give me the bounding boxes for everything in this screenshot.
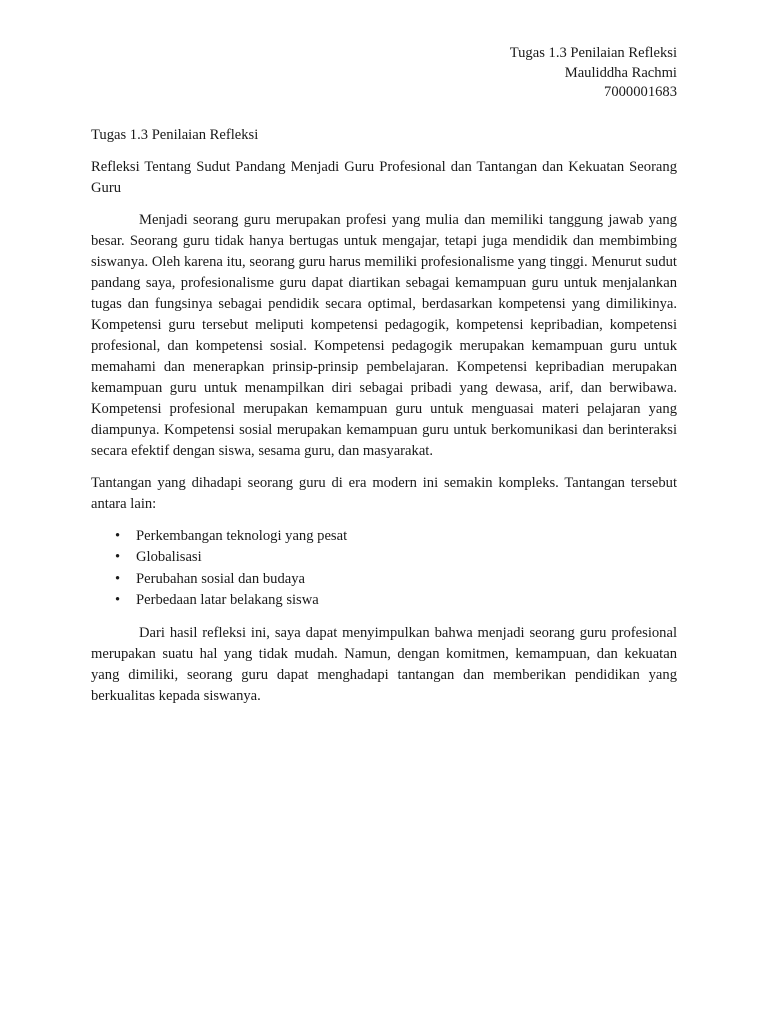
challenges-list (91, 526, 677, 612)
bullet-icon: • (115, 527, 121, 544)
list-item (91, 569, 677, 591)
list-item (91, 590, 677, 612)
header-author-name: Mauliddha Rachmi (564, 64, 677, 81)
header-student-id: 7000001683 (604, 84, 677, 100)
list-item-text: Perubahan sosial dan budaya (136, 570, 305, 587)
document-heading: Tugas 1.3 Penilaian Refleksi (91, 126, 259, 143)
document-subtitle: Refleksi Tentang Sudut Pandang Menjadi Guru Profesional dan Tantangan dan Kekuatan Seorang Guru (91, 158, 677, 196)
list-item-text: Perkembangan teknologi yang pesat (136, 527, 348, 544)
bullet-icon: • (115, 592, 121, 608)
bullet-icon: • (115, 570, 121, 587)
bullet-icon: • (115, 549, 121, 565)
list-item (91, 526, 677, 548)
paragraph-professionalism: Menjadi seorang guru merupakan profesi yang mulia dan memiliki tanggung jawab yang besar. Seorang guru tidak hanya bertugas untuk mengajar, tetapi juga mendidik dan membimbing siswanya. Oleh karena itu, seorang guru harus memiliki profesionalisme yang tinggi. Menurut sudut pandang saya, profesionalisme guru dapat diartikan sebagai kemampuan guru untuk menjalankan tugas dan fungsinya sebagai pendidik secara optimal, berdasarkan kompetensi yang dimilikinya. Kompetensi guru tersebut meliputi kompetensi pedagogik, kompetensi kepribadian, kompetensi profesional, dan kompetensi sosial. Kompetensi pedagogik merupakan kemampuan guru untuk memahami dan menerapkan prinsip-prinsip pembelajaran. Kompetensi kepribadian merupakan kemampuan guru untuk menampilkan diri sebagai pribadi yang dewasa, arif, dan berwibawa. Kompetensi profesional merupakan kemampuan guru untuk menguasai materi pelajaran yang diampunya. Kompetensi sosial merupakan kemampuan guru untuk berkomunikasi dan berinteraksi secara efektif dengan siswa, sesama guru, dan masyarakat. (91, 211, 677, 459)
page-header (91, 44, 677, 103)
paragraph-conclusion: Dari hasil refleksi ini, saya dapat menyimpulkan bahwa menjadi seorang guru profesional merupakan suatu hal yang tidak mudah. Namun, dengan komitmen, kemampuan, dan kekuatan yang dimiliki, seorang guru dapat menghadapi tantangan dan memberikan pendidikan yang berkualitas kepada siswanya. (91, 624, 677, 704)
list-item-text: Perbedaan latar belakang siswa (136, 592, 319, 608)
list-item (91, 547, 677, 569)
paragraph-challenges-intro: Tantangan yang dihadapi seorang guru di era modern ini semakin kompleks. Tantangan tersebut antara lain: (91, 474, 677, 512)
list-item-text: Globalisasi (136, 549, 202, 565)
header-assignment-title: Tugas 1.3 Penilaian Refleksi (509, 45, 677, 61)
